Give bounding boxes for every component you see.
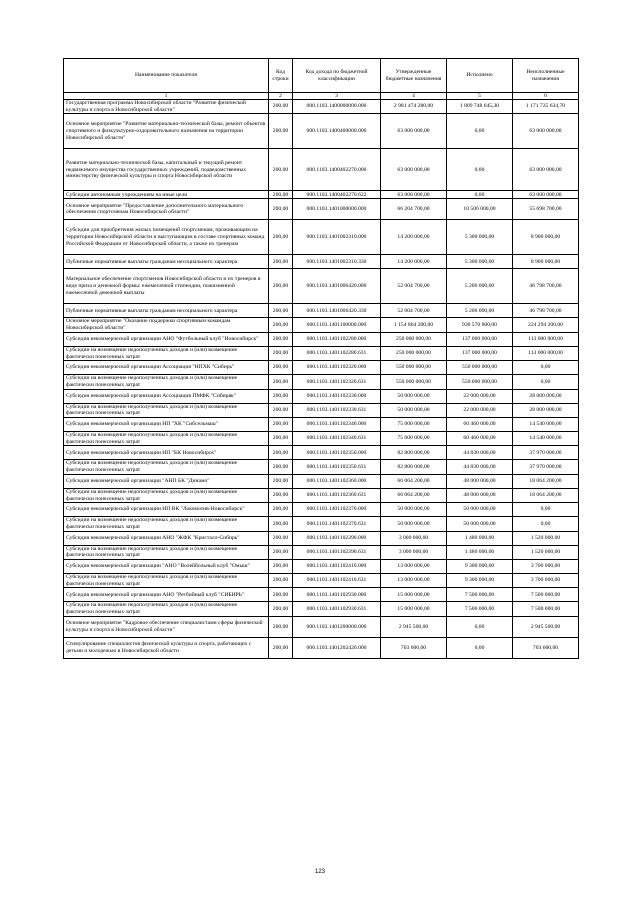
cell-name: Субсидии на возмещение недополученных доходов и (или) возмещение фактически понесенных затрат — [64, 602, 269, 616]
cell-name: Субсидия некоммерческой организации НП ВК "Локомотив-Новосибирск" — [64, 503, 269, 517]
cell-approved: 66 204 700,00 — [381, 199, 447, 220]
table-row — [64, 100, 579, 114]
table-row — [64, 375, 579, 389]
cell-name: Основное мероприятие "Кадровое обеспечение специалистами сферы физической культуры и спорта в Новосибирской области" — [64, 616, 269, 637]
cell-name: Развитие материально-технической базы, капитальный и текущий ремонт недвижимого имущества государственных учреждений, подведомственных министерству физической культуры и спорта Новосибирской области — [64, 149, 269, 191]
cell-approved: 75 000 000,00 — [381, 418, 447, 432]
cell-line-code: 200,00 — [269, 220, 293, 255]
table-row — [64, 488, 579, 502]
cell-name: Основное мероприятие "Предоставление дополнительного материального обеспечения спортсменам Новосибирской области" — [64, 199, 269, 220]
cell-approved: 50 000 000,00 — [381, 503, 447, 517]
cell-income-code: 000.1103.1401102370.000 — [293, 503, 381, 517]
cell-executed: 5 300 000,00 — [447, 255, 513, 269]
cell-approved: 50 000 000,00 — [381, 389, 447, 403]
cell-name: Основное мероприятие "Развитие материально-технической базы, ремонт объектов спортивного и физкультурно-оздоровительного назначения на территории Новосибирской области" — [64, 114, 269, 149]
table-row — [64, 199, 579, 220]
cell-remaining: 8 900 000,00 — [513, 255, 579, 269]
cell-name: Стимулирование специалистов физической культуры и спорта, работающих с детьми и молодежью в Новосибирской области — [64, 637, 269, 658]
cell-income-code: 000.1103.1401000000.000 — [293, 199, 381, 220]
cell-name: Субсидия некоммерческой организации АНО "Футбольный клуб "Новосибирск" — [64, 332, 269, 346]
cell-line-code: 200,00 — [269, 346, 293, 360]
cell-name: Субсидия некоммерческой организации Ассоциация ПМФК "Сибиряк" — [64, 389, 269, 403]
table-row — [64, 545, 579, 559]
cell-executed: 5 300 000,00 — [447, 220, 513, 255]
cell-executed: 0,00 — [447, 191, 513, 199]
cell-approved: 2 945 500,00 — [381, 616, 447, 637]
table-row — [64, 531, 579, 545]
cell-name: Субсидии на возмещение недополученных доходов и (или) возмещение фактически понесенных затрат — [64, 403, 269, 417]
cell-income-code: 000.1103.1401102390.000 — [293, 531, 381, 545]
cell-remaining: 7 500 000,00 — [513, 602, 579, 616]
cell-remaining: 3 700 000,00 — [513, 560, 579, 574]
cell-executed: 60 460 000,00 — [447, 432, 513, 446]
cell-line-code: 200,00 — [269, 474, 293, 488]
cell-income-code: 000.1103.1400400000.000 — [293, 114, 381, 149]
table-row — [64, 346, 579, 360]
cell-approved: 250 000 000,00 — [381, 332, 447, 346]
cell-income-code: 000.1103.1401102280.631 — [293, 346, 381, 360]
cell-executed: 44 830 000,00 — [447, 446, 513, 460]
table-row — [64, 255, 579, 269]
cell-line-code: 200,00 — [269, 191, 293, 199]
column-number: 5 — [447, 93, 513, 100]
cell-line-code: 200,00 — [269, 332, 293, 346]
budget-table-sheet — [63, 58, 578, 659]
cell-approved: 50 000 000,00 — [381, 517, 447, 531]
cell-remaining: 113 000 000,00 — [513, 332, 579, 346]
cell-approved: 15 000 000,00 — [381, 602, 447, 616]
cell-remaining: 0,00 — [513, 361, 579, 375]
cell-income-code: 000.1103.1400402270.000 — [293, 149, 381, 191]
cell-income-code: 000.1103.1401102410.631 — [293, 574, 381, 588]
cell-income-code: 000.1103.1401102340.000 — [293, 418, 381, 432]
table-row — [64, 361, 579, 375]
table-row — [64, 220, 579, 255]
cell-approved: 63 000 000,00 — [381, 191, 447, 199]
cell-name: Субсидии на возмещение недополученных доходов и (или) возмещение фактически понесенных затрат — [64, 432, 269, 446]
cell-line-code: 200,00 — [269, 588, 293, 602]
cell-remaining: 0,00 — [513, 375, 579, 389]
cell-income-code: 000.1103.1401102370.631 — [293, 517, 381, 531]
cell-executed: 50 000 000,00 — [447, 517, 513, 531]
cell-income-code: 000.1103.1401102350.631 — [293, 460, 381, 474]
cell-income-code: 000.1103.1401102360.000 — [293, 474, 381, 488]
cell-executed: 1 809 748 645,30 — [447, 100, 513, 114]
cell-approved: 52 004 700,00 — [381, 304, 447, 318]
cell-income-code: 000.1103.1401200000.000 — [293, 616, 381, 637]
cell-approved: 250 000 000,00 — [381, 346, 447, 360]
cell-executed: 5 206 000,00 — [447, 269, 513, 304]
cell-remaining: 18 064 200,00 — [513, 474, 579, 488]
cell-name: Субсидия некоммерческой организации АНО "Регбийный клуб "СИБИРЬ" — [64, 588, 269, 602]
cell-approved: 82 800 000,00 — [381, 460, 447, 474]
cell-executed: 50 000 000,00 — [447, 503, 513, 517]
cell-remaining: 63 000 000,00 — [513, 149, 579, 191]
table-row — [64, 114, 579, 149]
cell-income-code: 000.1103.1401102330.631 — [293, 403, 381, 417]
cell-executed: 7 500 000,00 — [447, 602, 513, 616]
cell-remaining: 113 000 000,00 — [513, 346, 579, 360]
cell-name: Субсидии на возмещение недополученных доходов и (или) возмещение фактически понесенных затрат — [64, 517, 269, 531]
column-number: 1 — [64, 93, 269, 100]
cell-name: Материальное обеспечение спортсменов Новосибирской области и их тренеров в виде приза и денежной формы: ежемесячной стипендии, пожизненной ежемесячной денежной выплаты — [64, 269, 269, 304]
table-row — [64, 517, 579, 531]
cell-approved: 3 000 000,00 — [381, 545, 447, 559]
cell-income-code: 000.1103.1401102360.631 — [293, 488, 381, 502]
table-header — [64, 59, 579, 100]
cell-remaining: 63 000 000,00 — [513, 191, 579, 199]
table-row — [64, 616, 579, 637]
cell-approved: 15 000 000,00 — [381, 588, 447, 602]
cell-executed: 44 830 000,00 — [447, 460, 513, 474]
cell-line-code: 200,00 — [269, 531, 293, 545]
cell-approved: 550 000 000,00 — [381, 361, 447, 375]
table-row — [64, 403, 579, 417]
cell-income-code: 000.1103.1401102350.000 — [293, 446, 381, 460]
cell-income-code: 000.1103.1401006420.000 — [293, 269, 381, 304]
table-row — [64, 418, 579, 432]
cell-remaining: 14 540 000,00 — [513, 418, 579, 432]
header-executed: Исполнено — [447, 59, 513, 93]
cell-income-code: 000.1103.1401102930.631 — [293, 602, 381, 616]
cell-line-code: 200,00 — [269, 114, 293, 149]
cell-approved: 3 000 000,00 — [381, 531, 447, 545]
table-row — [64, 269, 579, 304]
header-name: Наименование показателя — [64, 59, 269, 93]
cell-name: Субсидии на возмещение недополученных доходов и (или) возмещение фактически понесенных затрат — [64, 460, 269, 474]
cell-income-code: 000.1103.1401102390.631 — [293, 545, 381, 559]
table-row — [64, 474, 579, 488]
cell-executed: 10 506 000,00 — [447, 199, 513, 220]
cell-income-code: 000.1103.1401102330.000 — [293, 389, 381, 403]
table-row — [64, 588, 579, 602]
cell-executed: 0,00 — [447, 114, 513, 149]
cell-executed: 60 460 000,00 — [447, 418, 513, 432]
cell-income-code: 000.1103.1400000000.000 — [293, 100, 381, 114]
cell-executed: 48 000 000,00 — [447, 488, 513, 502]
cell-income-code: 000.1103.1401102320.000 — [293, 361, 381, 375]
cell-remaining: 18 064 200,00 — [513, 488, 579, 502]
table-row — [64, 432, 579, 446]
table-row — [64, 446, 579, 460]
cell-executed: 48 000 000,00 — [447, 474, 513, 488]
cell-approved: 2 981 474 280,00 — [381, 100, 447, 114]
cell-line-code: 200,00 — [269, 199, 293, 220]
cell-name: Основное мероприятие "Оказание поддержки спортивным командам Новосибирской области" — [64, 318, 269, 332]
table-row — [64, 304, 579, 318]
cell-remaining: 46 798 700,00 — [513, 269, 579, 304]
cell-approved: 550 000 000,00 — [381, 375, 447, 389]
cell-approved: 66 064 200,00 — [381, 474, 447, 488]
cell-approved: 52 004 700,00 — [381, 269, 447, 304]
cell-income-code: 000.1103.1401002310.330 — [293, 255, 381, 269]
cell-remaining: 28 000 000,00 — [513, 403, 579, 417]
cell-name: Субсидии на возмещение недополученных доходов и (или) возмещение фактически понесенных затрат — [64, 545, 269, 559]
header-income-code: Код дохода по бюджетной классификации — [293, 59, 381, 93]
cell-line-code: 200,00 — [269, 418, 293, 432]
cell-income-code: 000.1103.1401202420.000 — [293, 637, 381, 658]
cell-approved: 66 064 200,00 — [381, 488, 447, 502]
cell-name: Публичные нормативные выплаты гражданам несоциального характера — [64, 255, 269, 269]
cell-remaining: 37 970 000,00 — [513, 446, 579, 460]
table-row — [64, 149, 579, 191]
cell-remaining: 1 171 725 634,70 — [513, 100, 579, 114]
cell-approved: 75 000 000,00 — [381, 432, 447, 446]
cell-executed: 137 000 000,00 — [447, 332, 513, 346]
header-remaining: Неисполненные назначения — [513, 59, 579, 93]
cell-name: Субсидии для приобретения жилых помещений спортсменам, проживающим на территории Новосибирской области и выступающим в составе спортивных команд Российской Федерации от Новосибирской области, а также их тренерам — [64, 220, 269, 255]
cell-remaining: 1 520 000,00 — [513, 531, 579, 545]
cell-line-code: 200,00 — [269, 545, 293, 559]
cell-name: Субсидия некоммерческой организации "АНП БК "Динамо" — [64, 474, 269, 488]
cell-line-code: 200,00 — [269, 503, 293, 517]
header-approved: Утвержденные бюджетные назначения — [381, 59, 447, 93]
cell-remaining: 28 000 000,00 — [513, 389, 579, 403]
cell-income-code: 000.1103.1400402270.622 — [293, 191, 381, 199]
cell-remaining: 7 500 000,00 — [513, 588, 579, 602]
cell-approved: 13 000 000,00 — [381, 574, 447, 588]
table-row — [64, 389, 579, 403]
table-row — [64, 318, 579, 332]
cell-income-code: 000.1103.1401102320.631 — [293, 375, 381, 389]
cell-executed: 550 000 000,00 — [447, 361, 513, 375]
cell-line-code: 200,00 — [269, 100, 293, 114]
cell-executed: 22 000 000,00 — [447, 389, 513, 403]
table-row — [64, 191, 579, 199]
cell-approved: 82 800 000,00 — [381, 446, 447, 460]
cell-remaining: 37 970 000,00 — [513, 460, 579, 474]
cell-line-code: 200,00 — [269, 361, 293, 375]
cell-remaining: 55 698 700,00 — [513, 199, 579, 220]
cell-line-code: 200,00 — [269, 560, 293, 574]
table-row — [64, 602, 579, 616]
cell-executed: 9 300 000,00 — [447, 574, 513, 588]
cell-name: Субсидия некоммерческой организации "АНО "Волейбольный клуб "Омыш" — [64, 560, 269, 574]
cell-remaining: 63 000 000,00 — [513, 114, 579, 149]
cell-executed: 22 000 000,00 — [447, 403, 513, 417]
cell-executed: 1 480 000,00 — [447, 531, 513, 545]
cell-approved: 14 200 000,00 — [381, 220, 447, 255]
cell-remaining: 703 600,00 — [513, 637, 579, 658]
cell-remaining: 46 798 700,00 — [513, 304, 579, 318]
cell-approved: 63 000 000,00 — [381, 149, 447, 191]
cell-line-code: 200,00 — [269, 446, 293, 460]
table-row — [64, 637, 579, 658]
cell-executed: 930 570 000,00 — [447, 318, 513, 332]
cell-name: Субсидии на возмещение недополученных доходов и (или) возмещение фактически понесенных затрат — [64, 375, 269, 389]
budget-execution-table — [63, 58, 579, 659]
cell-line-code: 200,00 — [269, 149, 293, 191]
cell-name: Субсидии на возмещение недополученных доходов и (или) возмещение фактически понесенных затрат — [64, 574, 269, 588]
cell-name: Публичные нормативные выплаты гражданам несоциального характера — [64, 304, 269, 318]
table-row — [64, 332, 579, 346]
cell-approved: 14 200 000,00 — [381, 255, 447, 269]
cell-line-code: 200,00 — [269, 460, 293, 474]
cell-name: Субсидии автономным учреждениям на иные цели — [64, 191, 269, 199]
cell-approved: 1 154 864 200,00 — [381, 318, 447, 332]
cell-line-code: 200,00 — [269, 637, 293, 658]
table-row — [64, 560, 579, 574]
cell-remaining: 0,00 — [513, 503, 579, 517]
cell-remaining: 14 540 000,00 — [513, 432, 579, 446]
cell-line-code: 200,00 — [269, 255, 293, 269]
cell-executed: 0,00 — [447, 616, 513, 637]
cell-executed: 137 000 000,00 — [447, 346, 513, 360]
cell-line-code: 200,00 — [269, 318, 293, 332]
cell-executed: 7 500 000,00 — [447, 588, 513, 602]
cell-executed: 550 000 000,00 — [447, 375, 513, 389]
cell-executed: 0,00 — [447, 149, 513, 191]
cell-remaining: 224 294 200,00 — [513, 318, 579, 332]
cell-executed: 5 206 000,00 — [447, 304, 513, 318]
cell-approved: 50 000 000,00 — [381, 403, 447, 417]
cell-line-code: 200,00 — [269, 488, 293, 502]
table-row — [64, 460, 579, 474]
page-number: 123 — [314, 869, 325, 875]
column-number: 2 — [269, 93, 293, 100]
cell-income-code: 000.1103.1401102280.000 — [293, 332, 381, 346]
cell-name: Субсидии на возмещение недополученных доходов и (или) возмещение фактически понесенных затрат — [64, 346, 269, 360]
cell-income-code: 000.1103.1401002310.000 — [293, 220, 381, 255]
column-number: 4 — [381, 93, 447, 100]
cell-income-code: 000.1103.1401006420.330 — [293, 304, 381, 318]
cell-approved: 703 600,00 — [381, 637, 447, 658]
cell-name: Государственная программа Новосибирской области "Развитие физической культуры и спорта в Новосибирской области" — [64, 100, 269, 114]
table-body — [64, 100, 579, 659]
cell-line-code: 200,00 — [269, 517, 293, 531]
cell-executed: 9 300 000,00 — [447, 560, 513, 574]
cell-remaining: 1 520 000,00 — [513, 545, 579, 559]
cell-line-code: 200,00 — [269, 389, 293, 403]
cell-executed: 0,00 — [447, 637, 513, 658]
header-code: Код строки — [269, 59, 293, 93]
column-number: 6 — [513, 93, 579, 100]
cell-income-code: 000.1103.1401102340.631 — [293, 432, 381, 446]
column-number: 3 — [293, 93, 381, 100]
cell-approved: 63 000 000,00 — [381, 114, 447, 149]
cell-line-code: 200,00 — [269, 403, 293, 417]
cell-remaining: 3 700 000,00 — [513, 574, 579, 588]
cell-line-code: 200,00 — [269, 574, 293, 588]
cell-income-code: 000.1103.1401102930.000 — [293, 588, 381, 602]
cell-name: Субсидия некоммерческой организации АНО "ЖФК "Кристалл-Сибирь" — [64, 531, 269, 545]
cell-income-code: 000.1103.1401100000.000 — [293, 318, 381, 332]
cell-line-code: 200,00 — [269, 304, 293, 318]
cell-remaining: 0,00 — [513, 517, 579, 531]
cell-remaining: 8 900 000,00 — [513, 220, 579, 255]
cell-line-code: 200,00 — [269, 432, 293, 446]
cell-line-code: 200,00 — [269, 616, 293, 637]
cell-line-code: 200,00 — [269, 375, 293, 389]
table-row — [64, 574, 579, 588]
cell-line-code: 200,00 — [269, 602, 293, 616]
cell-name: Субсидия некоммерческой организации Ассоциация "НПХК "Сибирь" — [64, 361, 269, 375]
cell-line-code: 200,00 — [269, 269, 293, 304]
cell-name: Субсидия некоммерческой организации НП "ХК "Сибсельмаш" — [64, 418, 269, 432]
cell-name: Субсидии на возмещение недополученных доходов и (или) возмещение фактически понесенных затрат — [64, 488, 269, 502]
cell-approved: 13 000 000,00 — [381, 560, 447, 574]
cell-income-code: 000.1103.1401102410.000 — [293, 560, 381, 574]
cell-name: Субсидия некоммерческой организации НП "БК Новосибирск" — [64, 446, 269, 460]
cell-executed: 1 480 000,00 — [447, 545, 513, 559]
cell-remaining: 2 945 500,00 — [513, 616, 579, 637]
table-row — [64, 503, 579, 517]
